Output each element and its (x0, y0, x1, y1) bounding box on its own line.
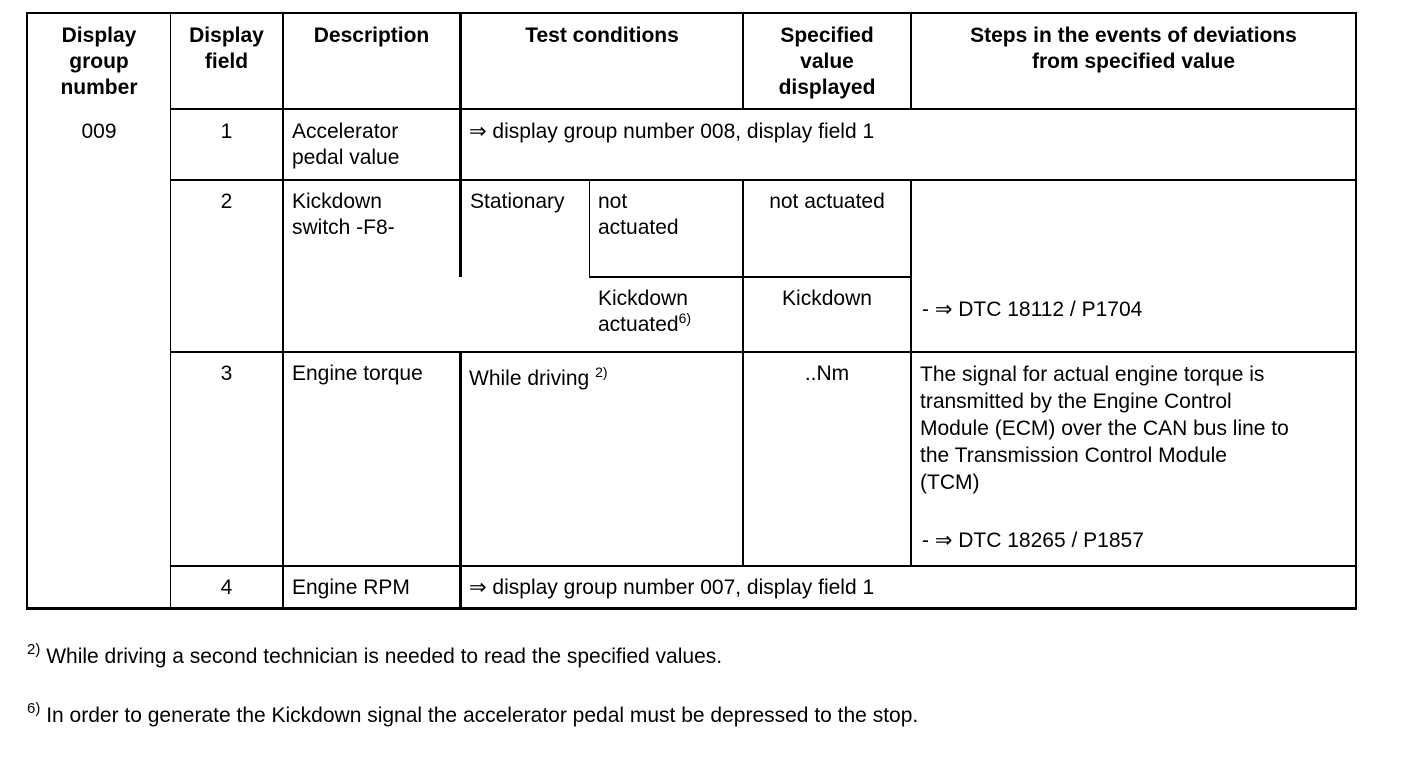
row2-state2-text: actuated (598, 313, 679, 336)
row2-description (292, 189, 395, 241)
header-group-line3: number (60, 76, 138, 99)
group-number: 009 (81, 120, 117, 143)
header-group-number (28, 23, 170, 101)
row1-merged-reference: ⇒ display group number 008, display field 1 (469, 120, 875, 143)
row-line-2-sub (589, 276, 912, 278)
col-line-group (170, 12, 171, 610)
row4-field: 4 (220, 576, 233, 599)
row3-steps-dtc: - ⇒ DTC 18265 / P1857 (922, 529, 1144, 552)
header-specified-line3: displayed (778, 76, 876, 99)
row-line-1 (170, 179, 1357, 181)
footnote-6-mark: 6) (27, 700, 41, 717)
footnote-2-text: While driving a second technician is needed to read the specified values. (46, 645, 723, 668)
header-test-conditions-text: Test conditions (525, 24, 679, 47)
table-border-right (1355, 12, 1357, 610)
row2-description-line2: switch -F8- (292, 216, 395, 239)
col-line-desc-bottom (459, 352, 462, 610)
footnote-2 (27, 641, 723, 670)
col-line-spec-row2 (910, 179, 912, 566)
row1-description-line2: pedal value (292, 146, 400, 169)
row2-state2-line1: Kickdown (598, 287, 688, 310)
row3-description: Engine torque (292, 362, 423, 385)
header-specified-value (744, 23, 910, 101)
row2-state-kickdown (598, 286, 691, 338)
row3-steps-line3: Module (ECM) over the CAN bus line to (920, 417, 1289, 440)
row3-condition-text: While driving (469, 367, 590, 390)
row2-condition: Stationary (470, 190, 565, 213)
row2-state-not-actuated (598, 189, 679, 241)
header-steps-line2: from specified value (1031, 50, 1236, 73)
row2-state1-line2: actuated (598, 216, 679, 239)
table-border-bottom (26, 607, 1357, 610)
header-field-line1: Display (189, 24, 264, 47)
row3-steps-line1: The signal for actual engine torque is (920, 363, 1265, 386)
row1-description-line1: Accelerator (292, 120, 399, 143)
row-line-2 (170, 351, 1357, 353)
footnote-2-mark: 2) (27, 641, 41, 658)
header-description (284, 23, 459, 49)
col-line-substate (589, 179, 590, 277)
col-line-desc-top (459, 12, 462, 277)
footnote-ref-2: 2) (595, 364, 608, 380)
row-line-header (170, 108, 1357, 110)
row3-steps (920, 361, 1289, 496)
footnote-ref-6: 6) (678, 310, 692, 326)
header-steps (912, 23, 1355, 75)
row2-field: 2 (220, 190, 233, 213)
row3-steps-line5: (TCM) (920, 471, 980, 494)
header-steps-line1: Steps in the events of deviations (970, 24, 1297, 47)
row2-description-line1: Kickdown (292, 190, 382, 213)
row3-field: 3 (220, 362, 233, 385)
row3-steps-line4: the Transmission Control Module (920, 444, 1227, 467)
row2-value-kickdown: Kickdown (782, 287, 872, 310)
header-display-field (171, 23, 282, 75)
header-description-text: Description (313, 24, 430, 47)
row2-steps: - ⇒ DTC 18112 / P1704 (922, 298, 1143, 321)
row1-field: 1 (220, 120, 233, 143)
row4-description: Engine RPM (292, 576, 410, 599)
row2-value-not-actuated: not actuated (769, 190, 885, 213)
row3-value: ..Nm (804, 362, 850, 385)
col-line-field (282, 12, 284, 610)
header-specified-line1: Specified (780, 24, 874, 47)
footnote-6 (27, 700, 919, 729)
header-field-line2: field (204, 50, 249, 73)
table-border-top (26, 12, 1357, 14)
row1-description (292, 119, 399, 171)
row3-condition (469, 366, 608, 392)
row-line-3 (170, 565, 1357, 567)
header-specified-line2: value (800, 50, 854, 73)
table-border-left (26, 12, 28, 610)
header-group-line1: Display (61, 24, 137, 47)
header-test-conditions (462, 23, 742, 49)
row3-steps-line2: transmitted by the Engine Control (920, 390, 1232, 413)
row2-state1-line1: not (598, 190, 628, 213)
row2-state2-line2 (598, 312, 691, 338)
row4-merged-reference: ⇒ display group number 007, display field 1 (469, 576, 875, 599)
footnote-6-text: In order to generate the Kickdown signal the accelerator pedal must be depressed to the stop. (46, 704, 919, 727)
header-group-line2: group (69, 50, 129, 73)
